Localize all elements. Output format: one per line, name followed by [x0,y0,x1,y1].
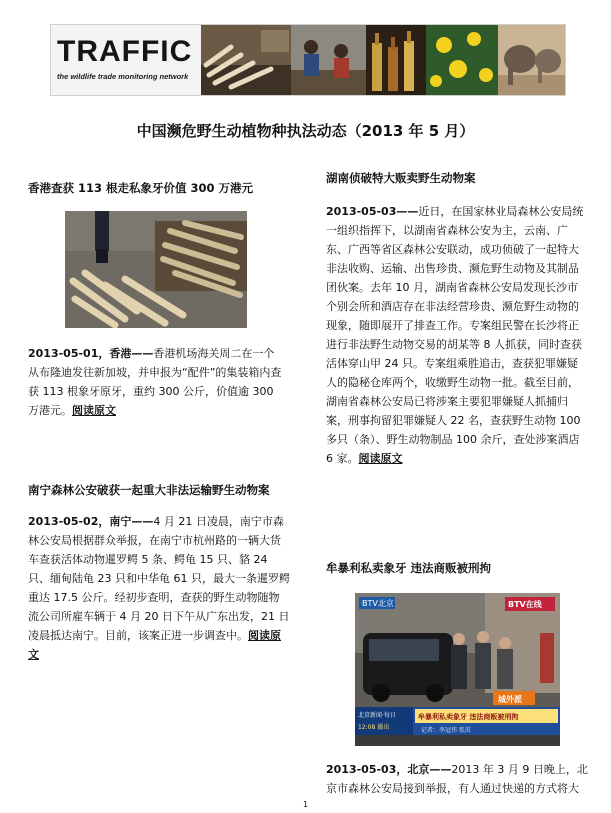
article-place: 北京—— [407,763,452,776]
article-date: 2013-05-03 [326,205,397,218]
article-place: 香港—— [109,347,154,360]
article-place: —— [396,205,419,218]
banner-photo-flowers [426,25,498,95]
logo-tagline: the wildlife trade monitoring network [57,72,189,81]
article-date: 2013-05-02 [28,515,99,528]
logo-text: TRAFFIC [57,35,193,68]
article-text: 2013 年 3 月 9 日晚上，北京市森林公安局接到举报，有人通过快递的方式将大 [326,763,588,795]
article-body-hunan [326,202,588,468]
tv-logo-left: BTV北京 [362,599,394,608]
tv-logo-right: BTV在线 [508,600,542,609]
traffic-logo [51,25,201,95]
banner-photo-bottles [366,25,426,95]
article-heading-hongkong: 香港查获 113 根走私象牙价值 300 万港元 [28,181,254,195]
article-body-nanning [28,512,290,664]
header-banner [50,24,566,96]
read-original-link[interactable]: 阅读原文 [72,404,116,417]
banner-photo-ivory [201,25,291,95]
tv-tag: 城外派 [498,695,522,704]
banner-photo-elephants [498,25,565,95]
article-date: 2013-05-03， [326,763,408,776]
article-place: ，南宁—— [98,515,154,528]
article-heading-hunan: 湖南侦破特大贩卖野生动物案 [326,171,476,185]
article-heading-beijing: 牟暴利私卖象牙 违法商贩被刑拘 [326,561,492,575]
ivory-seizure-photo [65,211,247,328]
article-heading-nanning: 南宁森林公安破获一起重大非法运输野生动物案 [28,483,270,497]
article-text: 近日，在国家林业局森林公安局统一组织指挥下，以湖南省森林公安为主，云南、广东、广西等省区森林公安联动，成功侦破了一起特大非法收购、运输、出售珍贵、濒危野生动物及其制品团伙案。去年 10 月，湖南省森林公安局发现长沙市个别会所和酒店存在非法经营珍贵、濒危野生动物的现象，随即展开了排查工作。专案组民警在长沙将正进行非法野生动物交易的胡某等 8 人抓获，同时查获活体穿山甲 24 只。专案组乘胜追击，查获犯罪嫌疑人的隐秘仓库两个，收缴野生动物一批。截至目前，湖南省森林公安局已将涉案主要犯罪嫌疑人抓捕归案，刑事拘留犯罪嫌疑人 22 名，查获野生动物 100 多只（条）、野生动物制品 100 余斤，查处涉案酒店 6 家。 [326,205,584,465]
article-text: 香港机场海关周二在一个从布隆迪发往新加坡，并申报为“配件”的集装箱内查获 113 根象牙原牙，重约 300 公斤，价值逾 300 万港元。 [28,347,282,417]
ticker-headline: 牟暴利私卖象牙 违法商贩被刑拘 [418,713,519,721]
ticker-left: 北京新闻·每日 [358,712,396,719]
ticker-time: 12:08 播出 [358,724,390,731]
tv-news-screenshot [355,593,560,746]
page-title: 中国濒危野生动植物种执法动态（2013 年 5 月） [136,122,475,140]
banner-photo-market [291,25,366,95]
article-text: 4 月 21 日凌晨，南宁市森林公安局根据群众举报，在南宁市杭州路的一辆大货车查获活体动物暹罗鳄 5 条、鳄龟 15 只、貉 24 只、缅甸陆龟 23 只和中华龟 61 只，最大一条暹罗鳄重达 17.5 公斤。经初步查明，查获的野生动物随物流公司所雇车辆于 4 月 20 日下午从广东出发，21 日凌晨抵达南宁。目前，该案正进一步调查中。 [28,515,290,642]
read-original-link[interactable]: 阅读原文 [28,629,281,661]
read-original-link[interactable]: 阅读原文 [358,452,403,465]
page-number: 1 [302,800,309,809]
article-date: 2013-05-01， [28,347,110,360]
article-body-beijing [326,760,588,798]
article-body-hongkong [28,344,283,420]
ticker-reporter: 记者：李冠伟 张茁 [421,727,471,734]
